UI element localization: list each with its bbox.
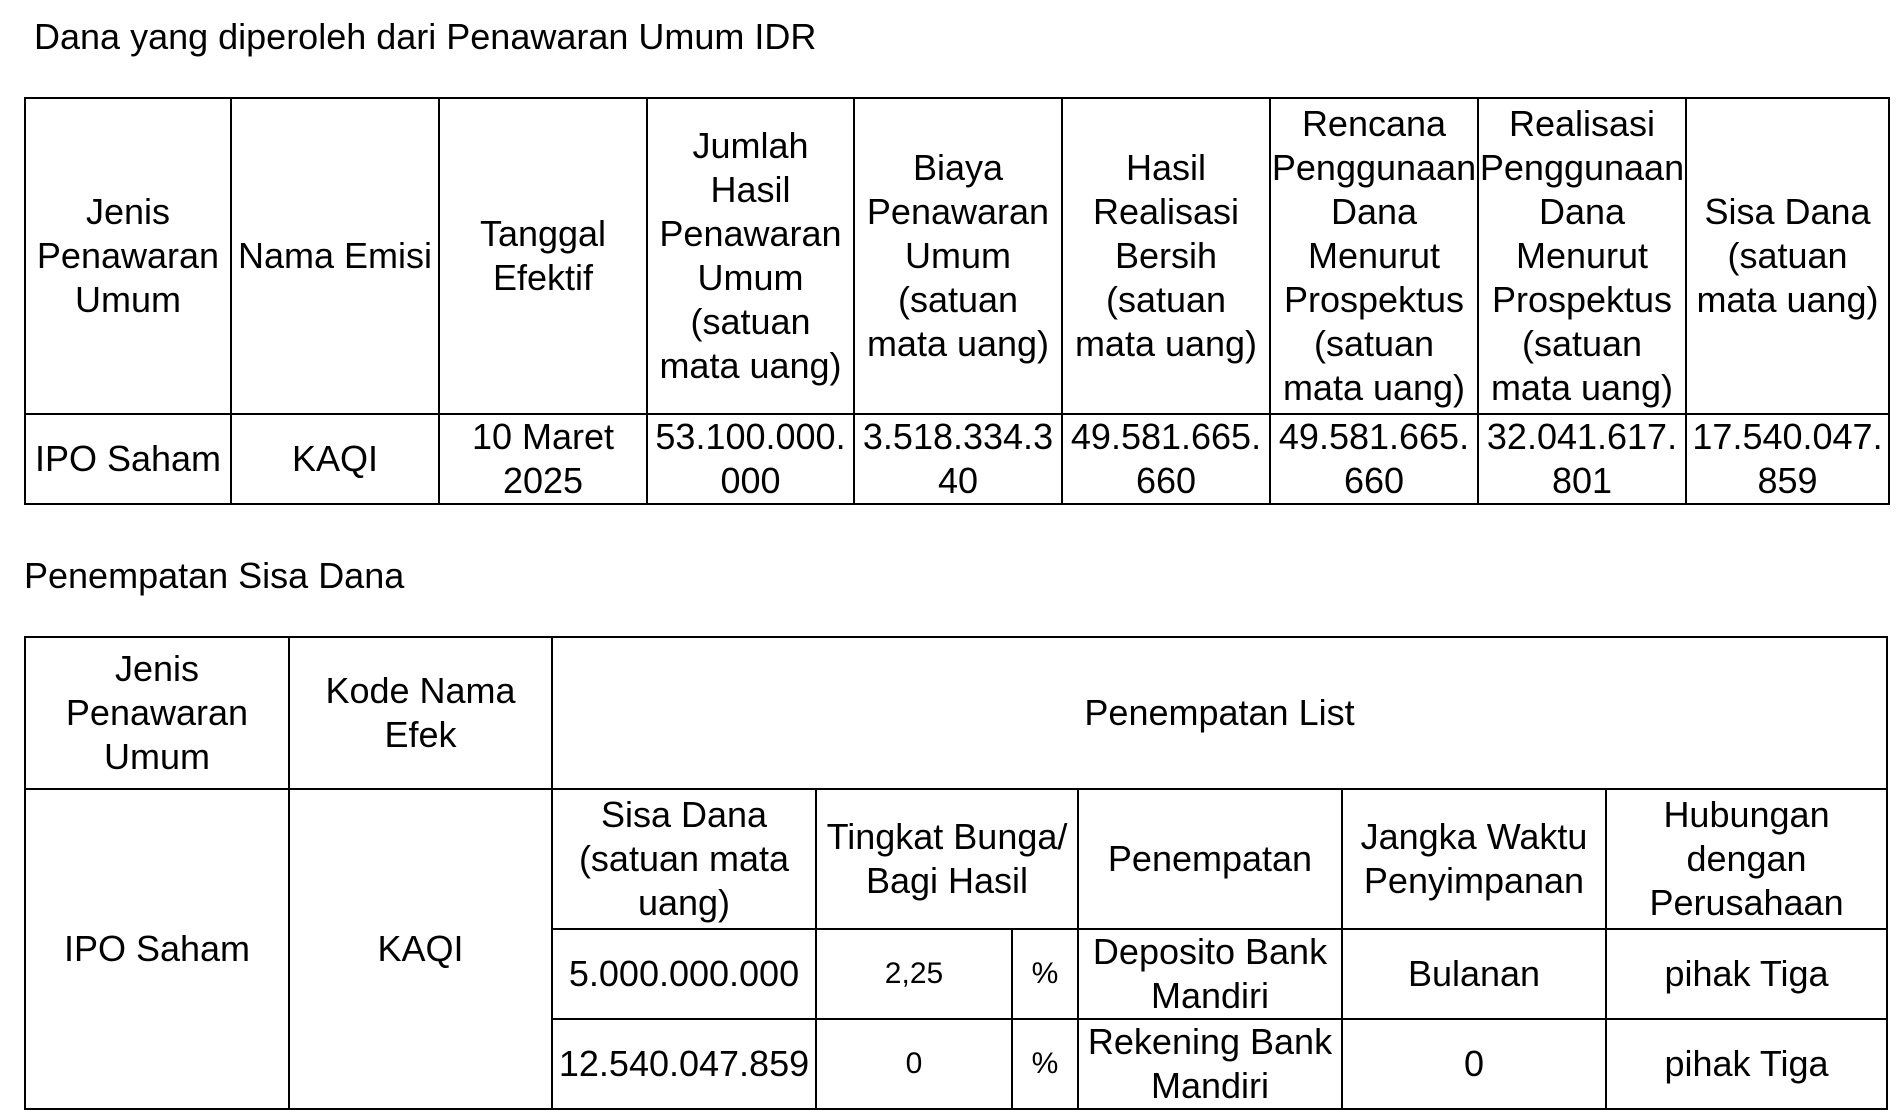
cell-rencana-penggunaan: 49.581.665.660 xyxy=(1270,414,1478,504)
cell-penempatan: Deposito Bank Mandiri xyxy=(1078,929,1342,1019)
header-nama-emisi: Nama Emisi xyxy=(231,98,439,414)
cell-hubungan: pihak Tiga xyxy=(1606,929,1887,1019)
header-sisa-dana: Sisa Dana (satuan mata uang) xyxy=(552,789,816,929)
header-realisasi-penggunaan: Realisasi Penggunaan Dana Menurut Prospektus (satuan mata uang) xyxy=(1478,98,1686,414)
cell-bunga-unit: % xyxy=(1012,1019,1078,1109)
cell-bunga-unit: % xyxy=(1012,929,1078,1019)
penempatan-table xyxy=(24,636,1888,1110)
table-row xyxy=(25,414,1889,504)
header-penempatan: Penempatan xyxy=(1078,789,1342,929)
header-hubungan: Hubungan dengan Perusahaan xyxy=(1606,789,1887,929)
cell-sisa-dana: 12.540.047.859 xyxy=(552,1019,816,1109)
cell-jangka-waktu: Bulanan xyxy=(1342,929,1606,1019)
dana-table xyxy=(24,97,1890,505)
table-header-row xyxy=(25,637,1887,789)
header-kode-nama-efek: Kode Nama Efek xyxy=(289,637,552,789)
cell-kode-nama-efek: KAQI xyxy=(289,789,552,1109)
cell-jenis-penawaran: IPO Saham xyxy=(25,414,231,504)
header-biaya-penawaran: Biaya Penawaran Umum (satuan mata uang) xyxy=(854,98,1062,414)
cell-sisa-dana: 5.000.000.000 xyxy=(552,929,816,1019)
cell-bunga: 0 xyxy=(816,1019,1012,1109)
header-jenis-penawaran: Jenis Penawaran Umum xyxy=(25,637,289,789)
cell-jenis-penawaran: IPO Saham xyxy=(25,789,289,1109)
section-title-dana: Dana yang diperoleh dari Penawaran Umum IDR xyxy=(34,16,817,57)
cell-nama-emisi: KAQI xyxy=(231,414,439,504)
cell-hubungan: pihak Tiga xyxy=(1606,1019,1887,1109)
cell-sisa-dana: 17.540.047.859 xyxy=(1686,414,1889,504)
cell-bunga: 2,25 xyxy=(816,929,1012,1019)
header-sisa-dana: Sisa Dana (satuan mata uang) xyxy=(1686,98,1889,414)
header-tingkat-bunga: Tingkat Bunga/ Bagi Hasil xyxy=(816,789,1078,929)
table-header-row xyxy=(25,98,1889,414)
header-tanggal-efektif: Tanggal Efektif xyxy=(439,98,647,414)
header-jangka-waktu: Jangka Waktu Penyimpanan xyxy=(1342,789,1606,929)
cell-hasil-realisasi: 49.581.665.660 xyxy=(1062,414,1270,504)
cell-penempatan: Rekening Bank Mandiri xyxy=(1078,1019,1342,1109)
header-jenis-penawaran: Jenis Penawaran Umum xyxy=(25,98,231,414)
header-jumlah-hasil: Jumlah Hasil Penawaran Umum (satuan mata uang) xyxy=(647,98,854,414)
header-hasil-realisasi: Hasil Realisasi Bersih (satuan mata uang) xyxy=(1062,98,1270,414)
section-title-penempatan: Penempatan Sisa Dana xyxy=(24,555,405,596)
header-rencana-penggunaan: Rencana Penggunaan Dana Menurut Prospektus (satuan mata uang) xyxy=(1270,98,1478,414)
table-subheader-row xyxy=(25,789,1887,929)
cell-biaya-penawaran: 3.518.334.340 xyxy=(854,414,1062,504)
cell-realisasi-penggunaan: 32.041.617.801 xyxy=(1478,414,1686,504)
cell-jangka-waktu: 0 xyxy=(1342,1019,1606,1109)
cell-jumlah-hasil: 53.100.000.000 xyxy=(647,414,854,504)
header-penempatan-list: Penempatan List xyxy=(552,637,1887,789)
cell-tanggal-efektif: 10 Maret 2025 xyxy=(439,414,647,504)
